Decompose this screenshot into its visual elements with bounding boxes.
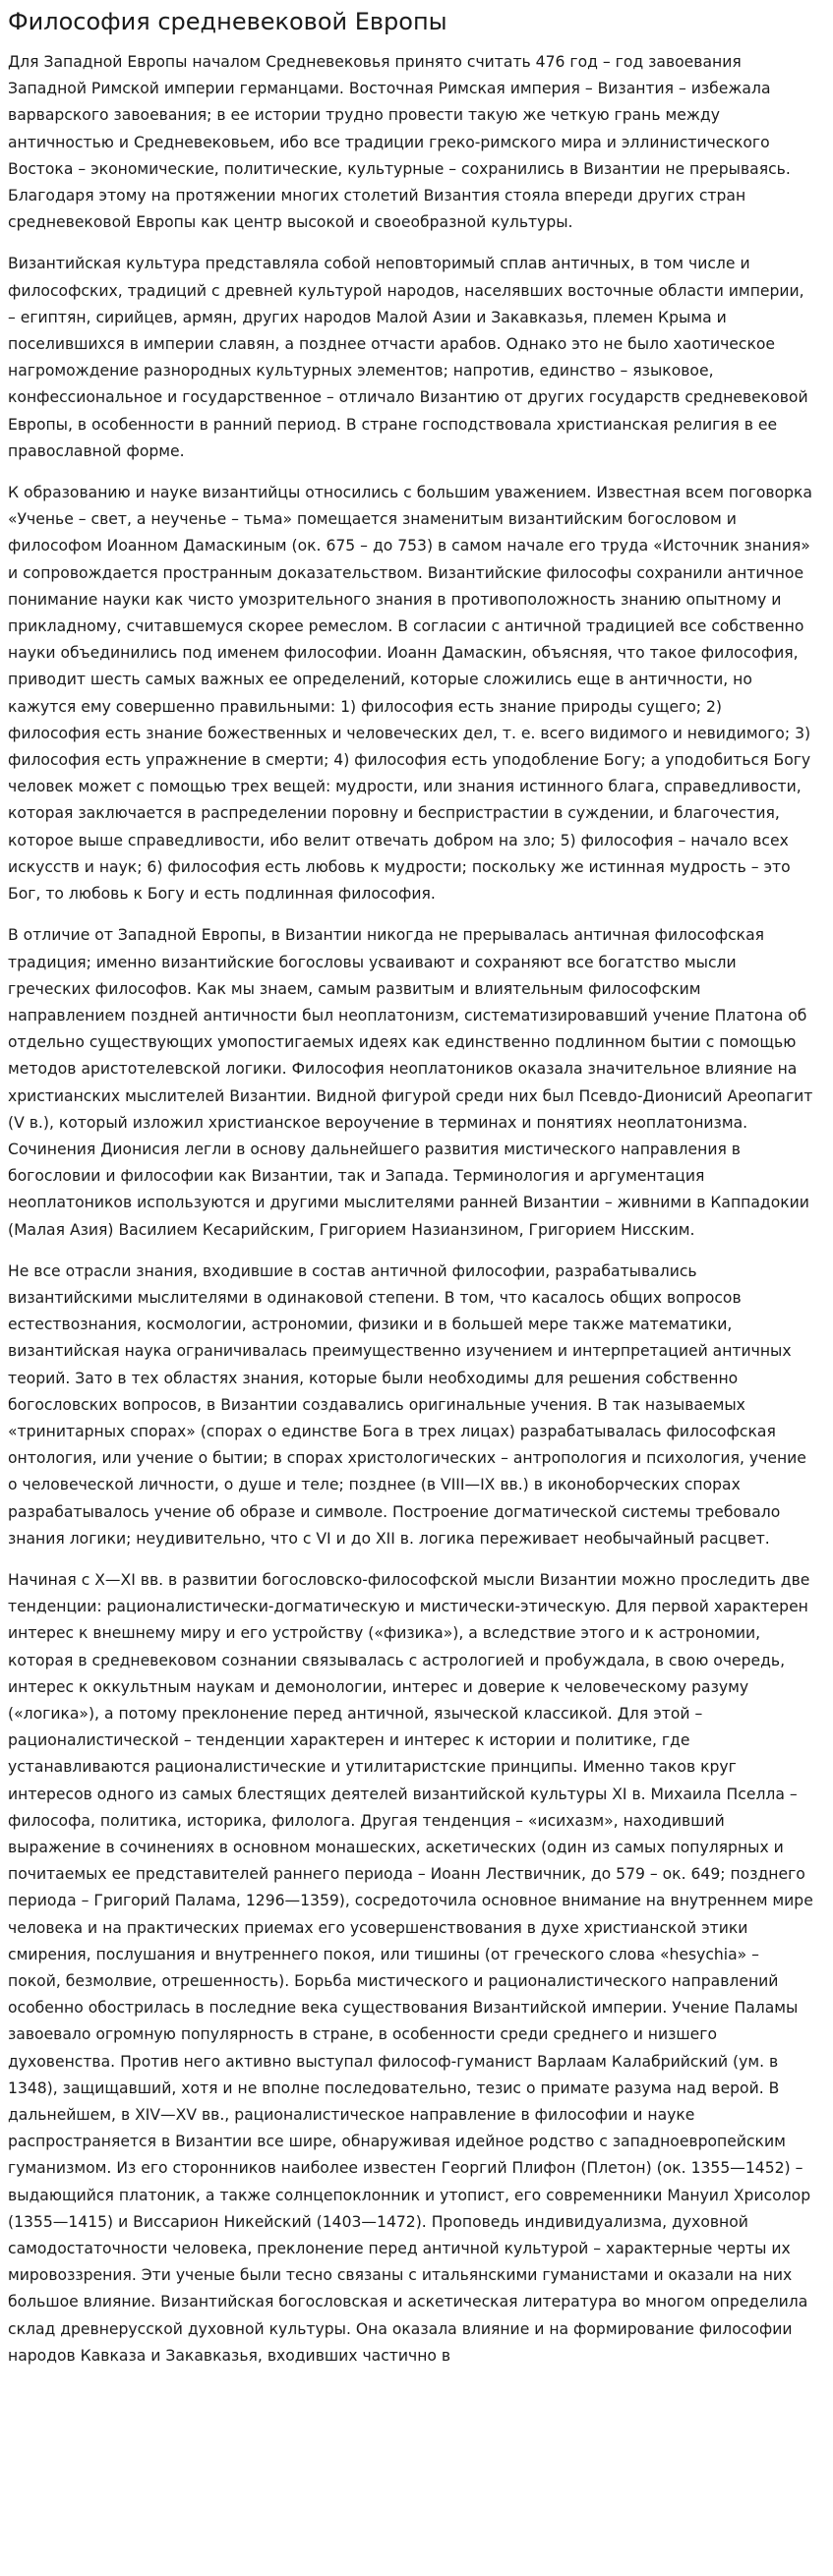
paragraph-4: В отличие от Западной Европы, в Византии никогда не прерывалась античная философская традиция; именно византийские богословы усваивают и сохраняют все богатство мысли греческих философов. Как мы знаем, самым развитым и влиятельным философским направлением поздней античности был неоплатонизм, систематизировавший учение Платона об отдельно существующих умопостигаемых идеях как единственно подлинном бытии с помощью методов аристотелевской логики. Философия неоплатоников оказала значительное влияние на христианских мыслителей Византии. Видной фигурой среди них был Псевдо-Дионисий Ареопагит (V в.), который изложил христианское вероучение в терминах и понятиях неоплатонизма. Сочинения Дионисия легли в основу дальнейшего развития мистического направления в богословии и философии как Византии, так и Запада. Терминология и аргументация неоплатоников используются и другими мыслителями ранней Византии – живними в Каппадокии (Малая Азия) Василием Кесарийским, Григорием Назианзином, Григорием Нисским.: [8, 926, 813, 1239]
paragraph-3: К образованию и науке византийцы относились с большим уважением. Известная всем поговорка «Ученье – свет, а неученье – тьма» помещается знаменитым византийским богословом и философом Иоанном Дамаскиным (ок. 675 – до 753) в самом начале его труда «Источник знания» и сопровождается пространным доказательством. Византийские философы сохранили античное понимание науки как чисто умозрительного знания в противоположность знанию опытному и прикладному, считавшемуся скорее ремеслом. В согласии с античной традицией все собственно науки объединились под именем философии. Иоанн Дамаскин, объясняя, что такое философия, приводит шесть самых важных ее определений, которые сложились еще в античности, но кажутся ему совершенно правильными: 1) философия есть знание природы сущего; 2) философия есть знание божественных и человеческих дел, т. е. всего видимого и невидимого; 3) философия есть упражнение в смерти; 4) философия есть уподобление Богу; а уподобиться Богу человек может с помощью трех вещей: мудрости, или знания истинного блага, справедливости, которая заключается в распределении поровну и беспристрастии в суждении, и благочестия, которое выше справедливости, ибо велит отвечать добром на зло; 5) философия – начало всех искусств и наук; 6) философия есть любовь к мудрости; поскольку же истинная мудрость – это Бог, то любовь к Богу и есть подлинная философия.: [8, 484, 812, 904]
paragraph-5: Не все отрасли знания, входившие в состав античной философии, разрабатывались византийскими мыслителями в одинаковой степени. В том, что касалось общих вопросов естествознания, космологии, астрономии, физики и в большей мере также математики, византийская наука ограничивалась преимущественно изучением и интерпретацией античных теорий. Зато в тех областях знания, которые были необходимы для решения собственно богословских вопросов, в Византии создавались оригинальные учения. В так называемых «тринитарных спорах» (спорах о единстве Бога в трех лицах) разрабатывалась философская онтология, или учение о бытии; в спорах христологических – антропология и психология, учение о человеческой личности, о душе и теле; позднее (в VIII—IX вв.) в иконоборческих спорах разрабатывалось учение об образе и символе. Построение догматической системы требовало знания логики; неудивительно, что с VI и до XII в. логика переживает необычайный расцвет.: [8, 1261, 806, 1548]
page-title: Философия средневековой Европы: [8, 8, 447, 35]
paragraph-1: Для Западной Европы началом Средневековья принято считать 476 год – год завоевания Западной Римской империи германцами. Восточная Римская империя – Византия – избежала варварского завоевания; в ее истории трудно провести такую же четкую грань между античностью и Средневековьем, ибо все традиции греко-римского мира и эллинистического Востока – экономические, политические, культурные – сохранились в Византии не прерываясь. Благодаря этому на протяжении многих столетий Византия стояла впереди других стран средневековой Европы как центр высокой и своеобразной культуры.: [8, 53, 791, 232]
paragraph-6: Начиная с X—XI вв. в развитии богословско-философской мысли Византии можно проследить две тенденции: рационалистически-догматическую и мистически-этическую. Для первой характерен интерес к внешнему миру и его устройству («физика»), а вследствие этого и к астрономии, которая в средневековом сознании связывалась с астрологией и пробуждала, в свою очередь, интерес к оккультным наукам и демонологии, интерес и доверие к человеческому разуму («логика»), а потому преклонение перед античной, языческой классикой. Для этой – рационалистической – тенденции характерен и интерес к истории и политике, где устанавливаются рационалистические и утилитаристские принципы. Именно таков круг интересов одного из самых блестящих деятелей византийской культуры XI в. Михаила Пселла – философа, политика, историка, филолога. Другая тенденция – «исихазм», находивший выражение в сочинениях в основном монашеских, аскетических (один из самых популярных и почитаемых ее представителей раннего периода – Иоанн Лествичник, до 579 – ок. 649; позднего периода – Григорий Палама, 1296—1359), сосредоточила основное внимание на внутреннем мире человека и на практических приемах его усовершенствования в духе христианской этики смирения, послушания и внутреннего покоя, или тишины (от греческого слова «hesychia» – покой, безмолвие, отрешенность). Борьба мистического и рационалистического направлений особенно обострилась в последние века существования Византийской империи. Учение Паламы завоевало огромную популярность в стране, в особенности среди среднего и низшего духовенства. Против него активно выступал философ-гуманист Варлаам Калабрийский (ум. в 1348), защищавший, хотя и не вполне последовательно, тезис о примате разума над верой. В дальнейшем, в XIV—XV вв., рационалистическое направление в философии и науке распространяется в Византии все шире, обнаруживая идейное родство с западноевропейским гуманизмом. Из его сторонников наиболее известен Георгий Плифон (Плетон) (ок. 1355—1452) – выдающийся платоник, а также солнцепоклонник и утопист, его современники Мануил Хрисолор (1355—1415) и Виссарион Никейский (1403—1472). Проповедь индивидуализма, духовной самодостаточности человека, преклонение перед античной культурой – характерные черты их мировоззрения. Эти ученые были тесно связаны с итальянскими гуманистами и оказали на них большое влияние. Византийская богословская и аскетическая литература во многом определила склад древнерусской духовной культуры. Она оказала влияние и на формирование философии народов Кавказа и Закавказья, входивших частично в: [8, 1570, 813, 2365]
paragraph-2: Византийская культура представляла собой неповторимый сплав античных, в том числе и философских, традиций с древней культурой народов, населявших восточные области империи, – египтян, сирийцев, армян, других народов Малой Азии и Закавказья, племен Крыма и поселившихся в империи славян, а позднее отчасти арабов. Однако это не было хаотическое нагромождение разнородных культурных элементов; напротив, единство – языковое, конфессиональное и государственное – отличало Византию от других государств средневековой Европы, в особенности в ранний период. В стране господствовала христианская религия в ее православной форме.: [8, 255, 808, 460]
